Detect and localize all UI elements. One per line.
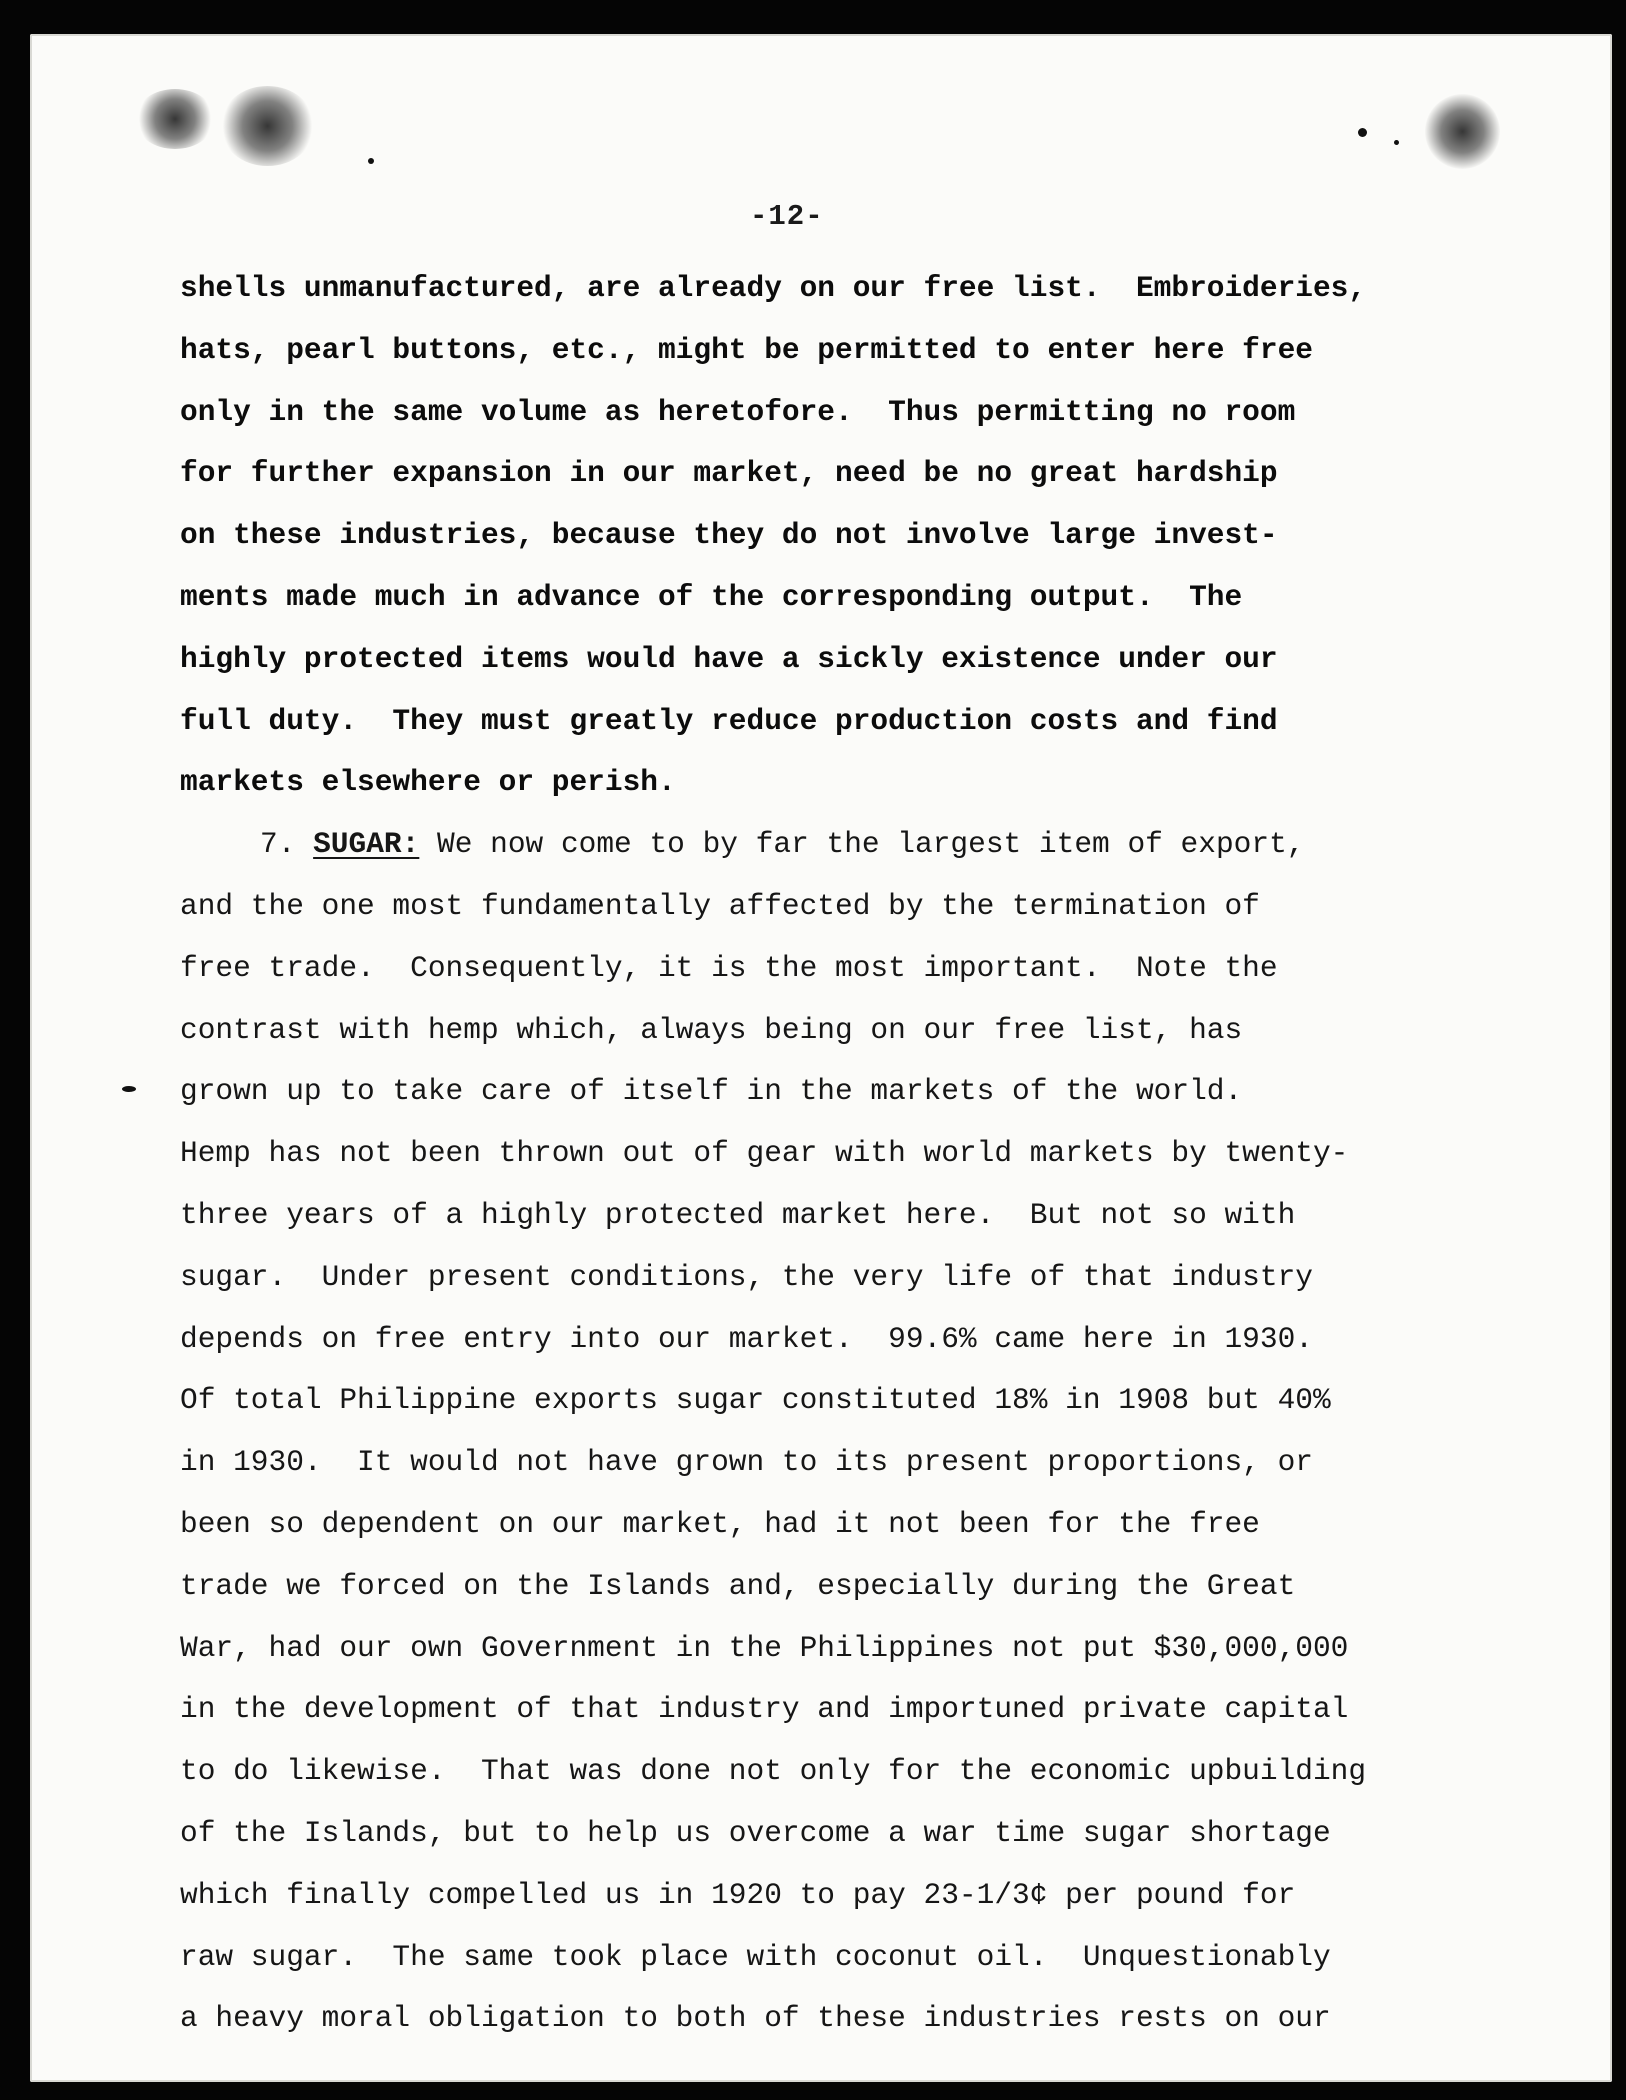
page-number: -12- — [750, 200, 824, 233]
text-line: three years of a highly protected market here. But not so with — [180, 1197, 1296, 1232]
ink-speck — [122, 1086, 136, 1092]
text-line: Hemp has not been thrown out of gear with world markets by twenty- — [180, 1136, 1349, 1171]
text-line: grown up to take care of itself in the markets of the world. — [180, 1074, 1243, 1109]
text-line: in the development of that industry and importuned private capital — [180, 1692, 1349, 1727]
section-first-line — [180, 814, 1470, 876]
text-line: raw sugar. The same took place with coconut oil. Unquestionably — [180, 1939, 1331, 1974]
text-line: for further expansion in our market, need be no great hardship — [180, 456, 1278, 491]
text-line: full duty. They must greatly reduce production costs and find — [180, 703, 1278, 738]
text-line: depends on free entry into our market. 99.6% came here in 1930. — [180, 1321, 1313, 1356]
text-line: of the Islands, but to help us overcome a war time sugar shortage — [180, 1815, 1331, 1850]
text-line: ments made much in advance of the corresponding output. The — [180, 579, 1243, 614]
section-number: 7. — [260, 827, 296, 862]
text-line: War, had our own Government in the Philippines not put $30,000,000 — [180, 1630, 1349, 1665]
text-line: to do likewise. That was done not only for the economic upbuilding — [180, 1754, 1367, 1789]
section-heading: SUGAR: — [313, 827, 420, 862]
ink-smudge — [1425, 94, 1500, 169]
text-line: hats, pearl buttons, etc., might be permitted to enter here free — [180, 332, 1313, 367]
text-line: Of total Philippine exports sugar constituted 18% in 1908 but 40% — [180, 1383, 1331, 1418]
text-line: a heavy moral obligation to both of these industries rests on our — [180, 2001, 1331, 2036]
text-line: which finally compelled us in 1920 to pay 23-1/3¢ per pound for — [180, 1877, 1296, 1912]
ink-speck — [368, 158, 374, 164]
section-lead-text: We now come to by far the largest item of export, — [437, 827, 1305, 862]
ink-speck — [1394, 140, 1399, 145]
text-line: markets elsewhere or perish. — [180, 765, 676, 800]
ink-smudge — [135, 89, 215, 149]
text-line: been so dependent on our market, had it not been for the free — [180, 1506, 1260, 1541]
ink-speck — [1358, 128, 1367, 137]
text-line: only in the same volume as heretofore. Thus permitting no room — [180, 394, 1296, 429]
text-line: shells unmanufactured, are already on our free list. Embroideries, — [180, 271, 1367, 305]
text-line: contrast with hemp which, always being on our free list, has — [180, 1012, 1243, 1047]
text-line: in 1930. It would not have grown to its present proportions, or — [180, 1445, 1313, 1480]
text-line: free trade. Consequently, it is the most important. Note the — [180, 950, 1278, 985]
text-line: trade we forced on the Islands and, especially during the Great — [180, 1568, 1296, 1603]
text-line: and the one most fundamentally affected by the termination of — [180, 888, 1260, 923]
text-line: highly protected items would have a sickly existence under our — [180, 641, 1278, 676]
text-line: on these industries, because they do not involve large invest- — [180, 518, 1278, 553]
text-line: sugar. Under present conditions, the very life of that industry — [180, 1259, 1313, 1294]
ink-smudge — [220, 86, 315, 166]
document-body — [180, 258, 1470, 2050]
